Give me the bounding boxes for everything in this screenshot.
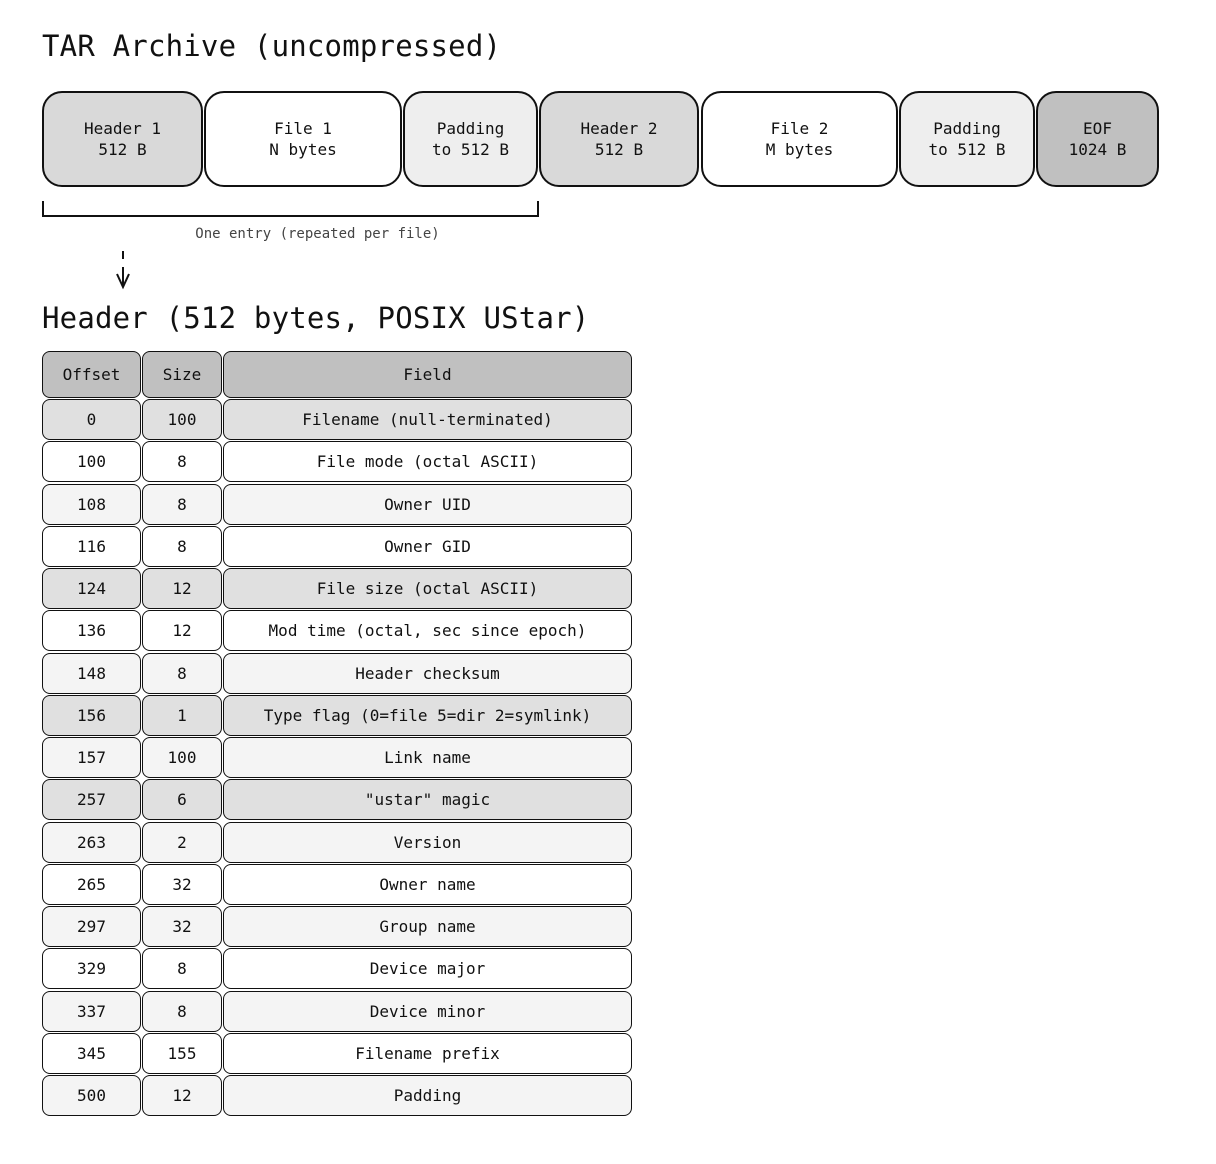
archive-block-name: Padding xyxy=(933,119,1001,138)
offset-cell: 157 xyxy=(42,737,141,778)
size-cell: 32 xyxy=(142,864,222,905)
field-cell: Owner GID xyxy=(223,526,632,567)
field-cell: Padding xyxy=(223,1075,632,1116)
archive-block-size: N bytes xyxy=(269,140,337,159)
archive-block xyxy=(899,91,1035,187)
size-cell: 100 xyxy=(142,737,222,778)
offset-cell: 148 xyxy=(42,653,141,694)
size-cell: 6 xyxy=(142,779,222,820)
field-cell: Owner name xyxy=(223,864,632,905)
size-cell: 1 xyxy=(142,695,222,736)
field-cell: Device major xyxy=(223,948,632,989)
archive-block-name: File 1 xyxy=(274,119,332,138)
field-cell: Version xyxy=(223,822,632,863)
size-cell: 12 xyxy=(142,610,222,651)
field-cell: File mode (octal ASCII) xyxy=(223,441,632,482)
size-cell: 8 xyxy=(142,653,222,694)
field-cell: Device minor xyxy=(223,991,632,1032)
size-cell: 8 xyxy=(142,526,222,567)
offset-cell: 257 xyxy=(42,779,141,820)
offset-cell: 500 xyxy=(42,1075,141,1116)
header-title: Header (512 bytes, POSIX UStar) xyxy=(42,301,590,335)
offset-cell: 116 xyxy=(42,526,141,567)
archive-block-name: Header 2 xyxy=(580,119,658,138)
size-cell: 8 xyxy=(142,991,222,1032)
offset-cell: 124 xyxy=(42,568,141,609)
field-cell: Filename prefix xyxy=(223,1033,632,1074)
archive-block-name: Padding xyxy=(436,119,505,138)
size-cell: 155 xyxy=(142,1033,222,1074)
field-cell: Owner UID xyxy=(223,484,632,525)
archive-block-size: M bytes xyxy=(765,140,834,159)
entry-bracket-label: One entry (repeated per file) xyxy=(195,226,440,242)
archive-block xyxy=(42,91,203,187)
offset-cell: 265 xyxy=(42,864,141,905)
archive-title: TAR Archive (uncompressed) xyxy=(42,29,502,63)
field-cell: Mod time (octal, sec since epoch) xyxy=(223,610,632,651)
entry-bracket xyxy=(42,201,539,217)
field-cell: Link name xyxy=(223,737,632,778)
offset-cell: 297 xyxy=(42,906,141,947)
offset-cell: 136 xyxy=(42,610,141,651)
offset-cell: 108 xyxy=(42,484,141,525)
archive-block-size: 512 B xyxy=(594,140,644,159)
archive-block xyxy=(1036,91,1159,187)
column-header-field: Field xyxy=(223,351,632,398)
archive-block xyxy=(403,91,538,187)
field-cell: File size (octal ASCII) xyxy=(223,568,632,609)
column-header-size: Size xyxy=(142,351,222,398)
archive-block-name: Header 1 xyxy=(83,119,162,138)
offset-cell: 345 xyxy=(42,1033,141,1074)
offset-cell: 100 xyxy=(42,441,141,482)
archive-block-size: to 512 B xyxy=(431,140,510,159)
field-cell: Group name xyxy=(223,906,632,947)
archive-block-name: File 2 xyxy=(770,119,829,138)
size-cell: 12 xyxy=(142,568,222,609)
offset-cell: 0 xyxy=(42,399,141,440)
archive-block xyxy=(539,91,699,187)
archive-block xyxy=(204,91,402,187)
archive-block xyxy=(701,91,898,187)
size-cell: 12 xyxy=(142,1075,222,1116)
size-cell: 8 xyxy=(142,441,222,482)
size-cell: 8 xyxy=(142,484,222,525)
field-cell: "ustar" magic xyxy=(223,779,632,820)
size-cell: 100 xyxy=(142,399,222,440)
field-cell: Type flag (0=file 5=dir 2=symlink) xyxy=(223,695,632,736)
offset-cell: 329 xyxy=(42,948,141,989)
offset-cell: 156 xyxy=(42,695,141,736)
size-cell: 2 xyxy=(142,822,222,863)
size-cell: 32 xyxy=(142,906,222,947)
archive-block-size: 1024 B xyxy=(1068,140,1127,159)
column-header-offset: Offset xyxy=(42,351,141,398)
size-cell: 8 xyxy=(142,948,222,989)
field-cell: Filename (null-terminated) xyxy=(223,399,632,440)
archive-block-size: to 512 B xyxy=(928,140,1006,159)
archive-block-size: 512 B xyxy=(98,140,147,159)
offset-cell: 337 xyxy=(42,991,141,1032)
archive-block-name: EOF xyxy=(1083,119,1112,138)
offset-cell: 263 xyxy=(42,822,141,863)
field-cell: Header checksum xyxy=(223,653,632,694)
down-arrow-icon xyxy=(112,248,134,292)
